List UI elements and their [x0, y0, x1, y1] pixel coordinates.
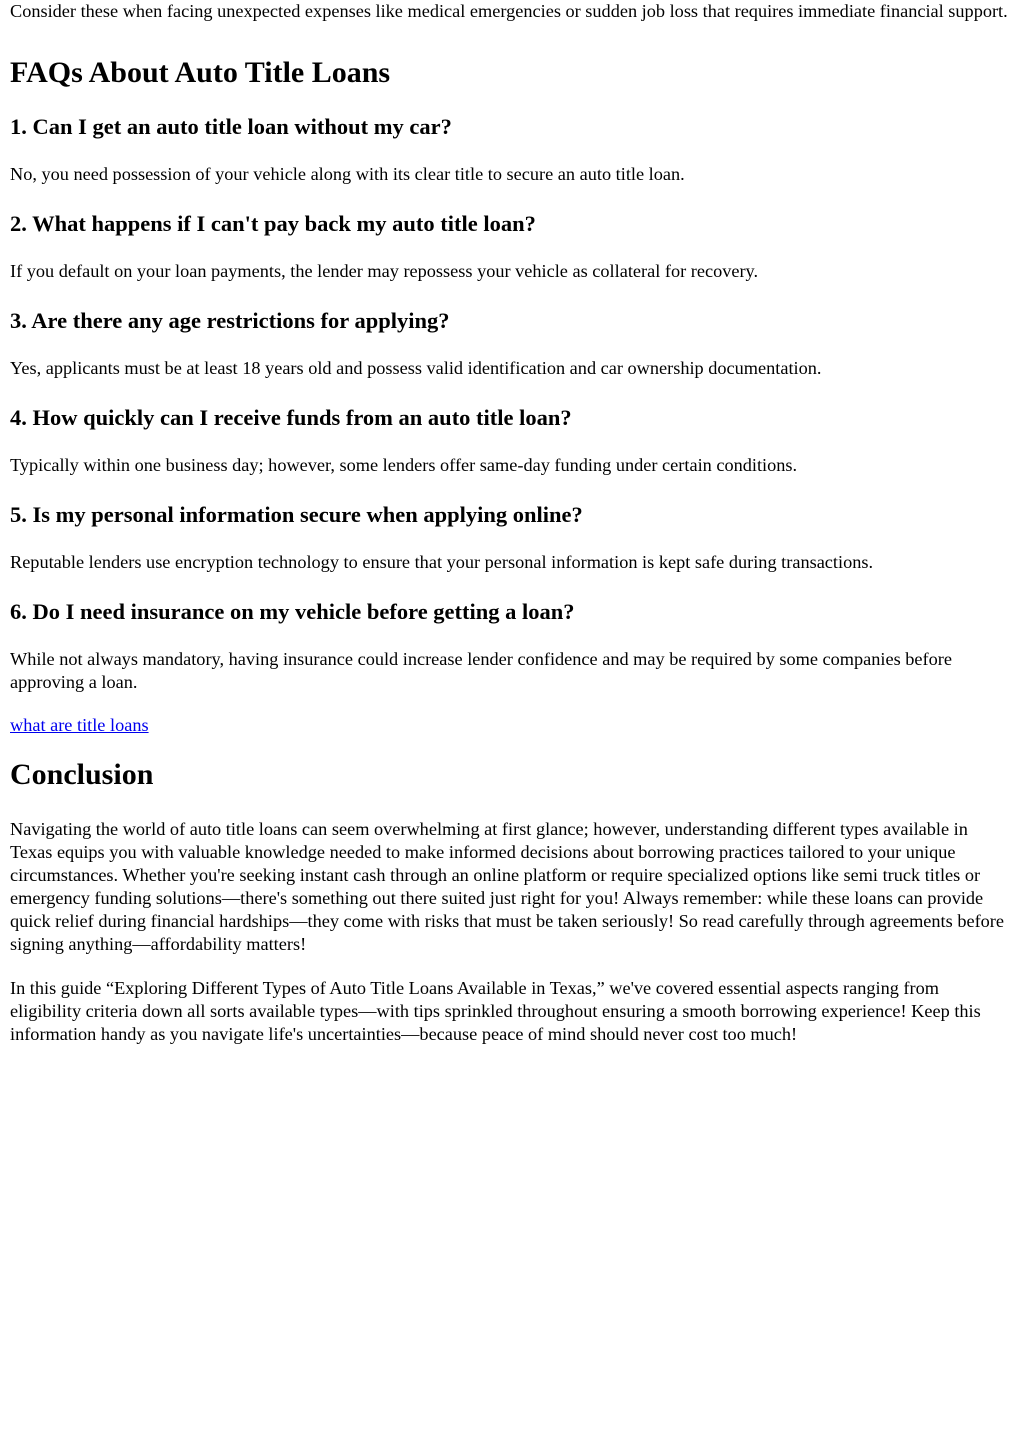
related-link-paragraph — [10, 714, 1014, 737]
faq-answer-1: No, you need possession of your vehicle along with its clear title to secure an auto title loan. — [10, 164, 685, 184]
faq-question-1: 1. Can I get an auto title loan without my car? — [10, 114, 452, 139]
title-loans-link[interactable]: what are title loans — [10, 715, 149, 735]
conclusion-title: Conclusion — [10, 758, 154, 791]
faq-section-title: FAQs About Auto Title Loans — [10, 56, 391, 89]
faq-question-6: 6. Do I need insurance on my vehicle before getting a loan? — [10, 599, 575, 624]
faq-question-2: 2. What happens if I can't pay back my auto title loan? — [10, 211, 536, 236]
faq-question-3: 3. Are there any age restrictions for applying? — [10, 308, 450, 333]
faq-answer-6: While not always mandatory, having insurance could increase lender confidence and may be required by some companies before approving a loan. — [10, 649, 952, 692]
faq-answer-5: Reputable lenders use encryption technology to ensure that your personal information is kept safe during transactions. — [10, 552, 874, 572]
intro-paragraph: Consider these when facing unexpected expenses like medical emergencies or sudden job loss that requires immediate financial support. — [10, 1, 1008, 21]
faq-question-4: 4. How quickly can I receive funds from an auto title loan? — [10, 405, 572, 430]
faq-question-5: 5. Is my personal information secure when applying online? — [10, 502, 583, 527]
conclusion-paragraph-2: In this guide “Exploring Different Types of Auto Title Loans Available in Texas,” we've covered essential aspects ranging from eligibility criteria down all sorts available types—with tips sprinkled throughout ensuring a smooth borrowing experience! Keep this information handy as you navigate life's uncertainties—because peace of mind should never cost too much! — [10, 978, 981, 1044]
faq-answer-2: If you default on your loan payments, the lender may repossess your vehicle as collateral for recovery. — [10, 261, 759, 281]
faq-answer-4: Typically within one business day; however, some lenders offer same-day funding under certain conditions. — [10, 455, 798, 475]
conclusion-paragraph-1: Navigating the world of auto title loans can seem overwhelming at first glance; however, understanding different types available in Texas equips you with valuable knowledge needed to make informed decisions about borrowing practices tailored to your unique circumstances. Whether you're seeking instant cash through an online platform or require specialized options like semi truck titles or emergency funding solutions—there's something out there suited just right for you! Always remember: while these loans can provide quick relief during financial hardships—they come with risks that must be taken seriously! So read carefully through agreements before signing anything—affordability matters! — [10, 819, 1004, 954]
faq-answer-3: Yes, applicants must be at least 18 years old and possess valid identification and car ownership documentation. — [10, 358, 822, 378]
